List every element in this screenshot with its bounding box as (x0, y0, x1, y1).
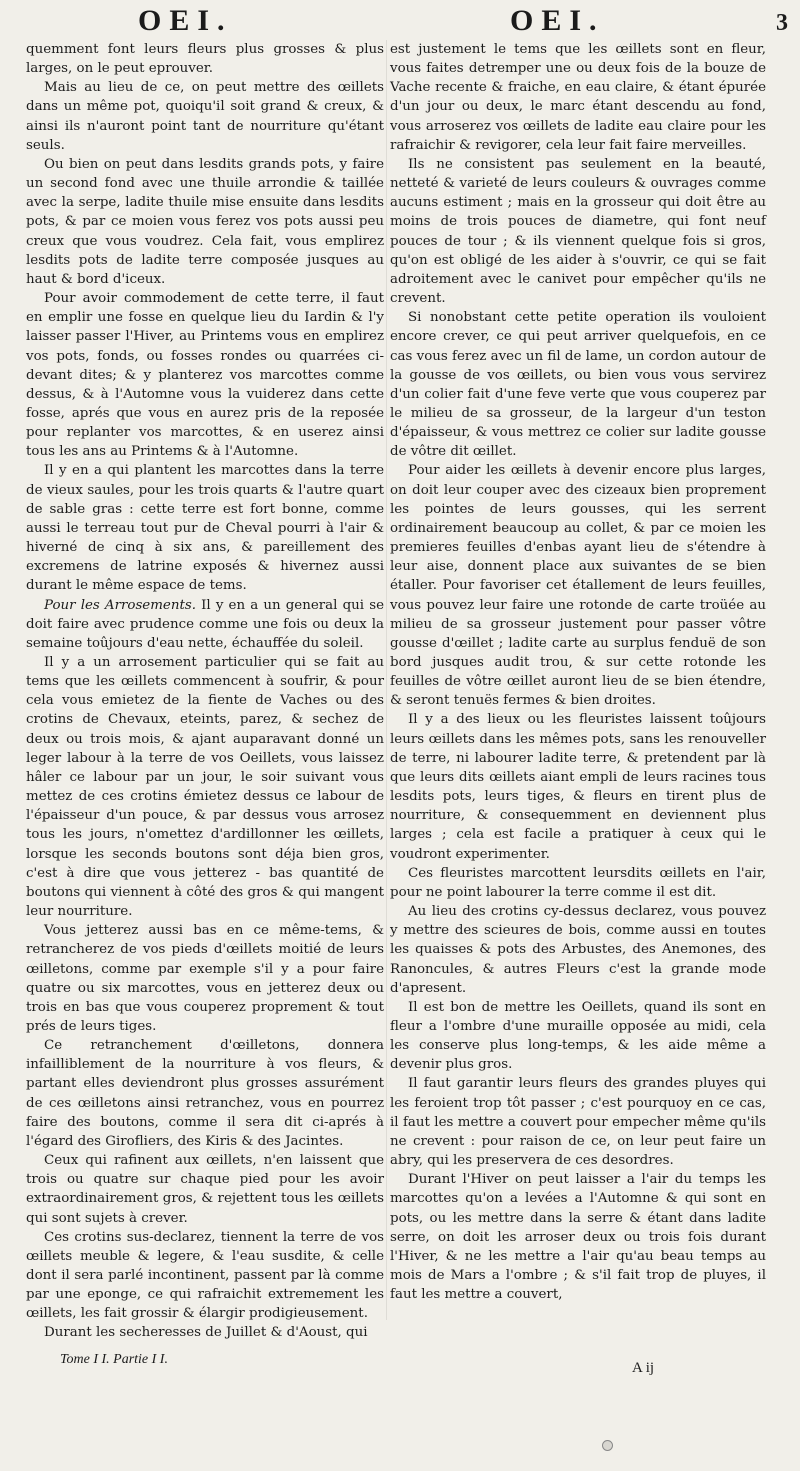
paragraph-text: Ils ne consistent pas seulement en la beauté, netteté & varieté de leurs couleurs & ouvrages comme aucuns estiment ; mais en la grosseur qui doit être au moins de trois pouces de diametre, qui font neuf pouces de tour ; & ils viennent quelque fois si gros, qu'on est obligé de les aider à s'ouvrir, ce qui se fait adroitement avec le canivet pour empêcher qu'ils ne crevent. (390, 156, 766, 307)
paragraph-text: Il y en a qui plantent les marcottes dans la terre de vieux saules, pour les trois quarts & l'autre quart de sable gras : cette terre est fort bonne, comme aussi le terreau tout pur de Cheval pourri à l'air & hiverné de cinq à six ans, & pareillement des excremens de latrine exposés & hivernez aussi durant le même espace de tems. (26, 463, 384, 594)
paragraph (26, 1151, 384, 1228)
paragraph-text: Il y en a un general qui se doit faire avec prudence comme une fois ou deux la semaine toûjours d'eau nette, échauffée du soleil. (26, 597, 384, 651)
paragraph (390, 40, 766, 155)
paragraph-text: Ou bien on peut dans lesdits grands pots, y faire un second fond avec une thuile arrondie & taillée avec la serpe, ladite thuile mise ensuite dans lesdits pots, & par ce moien vous ferez vos pots aussi peu creux que vous voudrez. Cela fait, vous emplirez lesdits pots de ladite terre composée jusques au haut & bord d'iceux. (26, 156, 384, 287)
paragraph-text: Ce retranchement d'œilletons, donnera infailliblement de la nourriture à vos fleurs, & partant elles deviendront plus grosses assurément de ces œilletons ainsi retranchez, vous en pourrez faire des boutons, comme il sera dit ci-aprés à l'égard des Girofliers, des Kiris & des Jacintes. (26, 1038, 384, 1149)
paragraph (390, 1170, 766, 1304)
running-head (0, 4, 800, 44)
paragraph (26, 1323, 384, 1342)
paragraph (26, 461, 384, 595)
paragraph (390, 902, 766, 998)
paragraph (26, 78, 384, 155)
paragraph-text: Mais au lieu de ce, on peut mettre des œillets dans un même pot, quoiqu'il soit grand & creux, & ainsi ils n'auront point tant de nourriture qu'étant seuls. (26, 80, 384, 153)
paragraph-text: Durant l'Hiver on peut laisser a l'air du temps les marcottes qu'on a levées a l'Automne & qui sont en pots, ou les mettre dans la serre & étant dans ladite serre, on doit les arroser deux ou trois fois durant l'Hiver, & ne les mettre a l'air qu'au beau temps au mois de Mars a l'ombre ; & s'il fait trop de pluyes, il faut les mettre a couvert, (390, 1172, 766, 1303)
paragraph (390, 461, 766, 710)
page-number: 3 (776, 10, 788, 36)
paragraph-text: Il est bon de mettre les Oeillets, quand ils sont en fleur a l'ombre d'une muraille opposée au midi, cela les conserve plus long-temps, & les aide même a devenir plus gros. (390, 999, 766, 1073)
running-head-left: OEI. (138, 4, 233, 37)
running-head-right: OEI. (510, 4, 605, 37)
paragraph-text: Il y a des lieux ou les fleuristes laissent toûjours leurs œillets dans les mêmes pots, sans les renouveller de terre, ni labourer ladite terre, & pretendent par là que leurs dits œillets aiant empli de leurs racines tous lesdits pots, leurs tiges, & fleurs en tirent plus de nourriture, & consequemment en deviennent plus larges ; cela est facile a pratiquer à ceux qui le voudront experimenter. (390, 712, 766, 862)
paper-speck (602, 1440, 613, 1451)
paragraph (26, 155, 384, 289)
paragraph (390, 864, 766, 902)
paragraph-text: Pour avoir commodement de cette terre, il faut en emplir une fosse en quelque lieu du Iardin & l'y laisser passer l'Hiver, au Printems vous en emplirez vos pots, fonds, ou fosses rondes ou quarrées ci-devant dites; & y planterez vos marcottes comme dessus, & à l'Automne vous la vuiderez dans cette fosse, aprés que vous en aurez pris de la reposée pour replanter vos marcottes, & en userez ainsi tous les ans au Printems & à l'Automne. (26, 291, 384, 460)
paragraph (26, 653, 384, 921)
right-column (390, 40, 766, 1304)
left-column (26, 40, 384, 1343)
paragraph (26, 40, 384, 78)
volume-signature: Tome I I. Partie I I. (60, 1352, 168, 1367)
paragraph-text: quemment font leurs fleurs plus grosses & plus larges, on le peut eprouver. (26, 42, 384, 77)
paragraph (26, 921, 384, 1036)
column-gutter (386, 40, 387, 1320)
paragraph (390, 710, 766, 863)
paragraph (390, 308, 766, 461)
paragraph-text: est justement le tems que les œillets sont en fleur, vous faites detremper une ou deux fois de la bouze de Vache recente & fraiche, en eau claire, & étant épurée d'un jour ou deux, le marc étant descendu au fond, vous arroserez vos œillets de ladite eau claire pour les rafraichir & revigorer, cela leur fait faire merveilles. (390, 42, 766, 153)
paragraph-text: Ces crotins sus-declarez, tiennent la terre de vos œillets meuble & legere, & l'eau susdite, & celle dont il sera parlé incontinent, passent par là comme par une eponge, ce qui rafraichit extremement les œillets, les fait grossir & élargir prodigieusement. (26, 1229, 384, 1322)
paragraph-text: Si nonobstant cette petite operation ils vouloient encore crever, ce qui peut arriver quelquefois, en ce cas vous ferez avec un fil de lame, un cordon autour de la gousse de vos œillets, ou bien vous vous servirez d'un colier fait d'une feve verte que vous couperez par le milieu de sa grosseur, de la largeur d'un teston d'épaisseur, & vous mettrez ce colier sur ladite gousse de vôtre dit œillet. (390, 310, 766, 460)
paragraph (390, 998, 766, 1075)
paragraph (26, 1036, 384, 1151)
paragraph-text: Pour aider les œillets à devenir encore plus larges, on doit leur couper avec des cizeaux bien proprement les pointes de leurs gousses, qui les serrent ordinairement beaucoup au collet, & par ce moien les premieres feuilles d'enbas ayant lieu de s'étendre à leur aise, donnent place aux suivantes de se bien étaller. Pour favoriser cet étallement de leurs feuilles, vous pouvez leur faire une rotonde de carte troüée au milieu de sa grosseur justement pour passer vôtre gousse d'œillet ; ladite carte au surplus fenduë de son bord jusques audit trou, & sur cette rotonde les feuilles de vôtre œillet auront lieu de se bien étendre, & seront tenuës fermes & bien droites. (390, 463, 766, 709)
paragraph-lead: Pour les Arrosements. (44, 597, 196, 613)
paragraph-text: Il faut garantir leurs fleurs des grandes pluyes qui les feroient trop tôt passer ; c'est pourquoy en ce cas, il faut les mettre a couvert pour empecher même qu'ils ne crevent : pour raison de ce, on leur peut faire un abry, qui les preservera de ces desordres. (390, 1076, 766, 1169)
paragraph (26, 596, 384, 653)
paragraph (26, 289, 384, 461)
paragraph (390, 155, 766, 308)
paragraph-text: Ceux qui rafinent aux œillets, n'en laissent que trois ou quatre sur chaque pied pour les avoir extraordinairement gros, & rejettent tous les œillets qui sont sujets à crever. (26, 1153, 384, 1226)
gathering-signature: A ij (632, 1360, 655, 1376)
paragraph-text: Au lieu des crotins cy-dessus declarez, vous pouvez y mettre des scieures de bois, comme aussi en toutes les quaisses & pots des Arbustes, des Anemones, des Ranoncules, & autres Fleurs c'est la grande mode d'apresent. (390, 904, 766, 996)
paragraph-text: Durant les secheresses de Juillet & d'Aoust, qui (44, 1325, 368, 1341)
paragraph-text: Vous jetterez aussi bas en ce même-tems, & retrancherez de vos pieds d'œillets moitié de leurs œilletons, comme par exemple s'il y a pour faire quatre ou six marcottes, vous en jetterez deux ou trois en bas que vous couperez proprement & tout prés de leurs tiges. (26, 923, 384, 1034)
paragraph (390, 1074, 766, 1170)
paragraph (26, 1228, 384, 1324)
paragraph-text: Il y a un arrosement particulier qui se fait au tems que les œillets commencent à soufrir, & pour cela vous emietez de la fiente de Vaches ou des crotins de Chevaux, eteints, parez, & sechez de deux ou trois mois, & ajant auparavant donné un leger labour à la terre de vos Oeillets, vous laissez hâler ce labour par un jour, le soir suivant vous mettez de ces crotins émietez dessus ce labour de l'épaisseur d'un pouce, & par dessus vous arrosez tous les jours, n'omettez d'ardillonner les œillets, lorsque les seconds boutons sont déja bien gros, c'est à dire que vous jetterez - bas quantité de boutons qui viennent à côté des gros & qui mangent leur nourriture. (26, 655, 384, 920)
paragraph-text: Ces fleuristes marcottent leursdits œillets en l'air, pour ne point labourer la terre comme il est dit. (390, 865, 766, 900)
